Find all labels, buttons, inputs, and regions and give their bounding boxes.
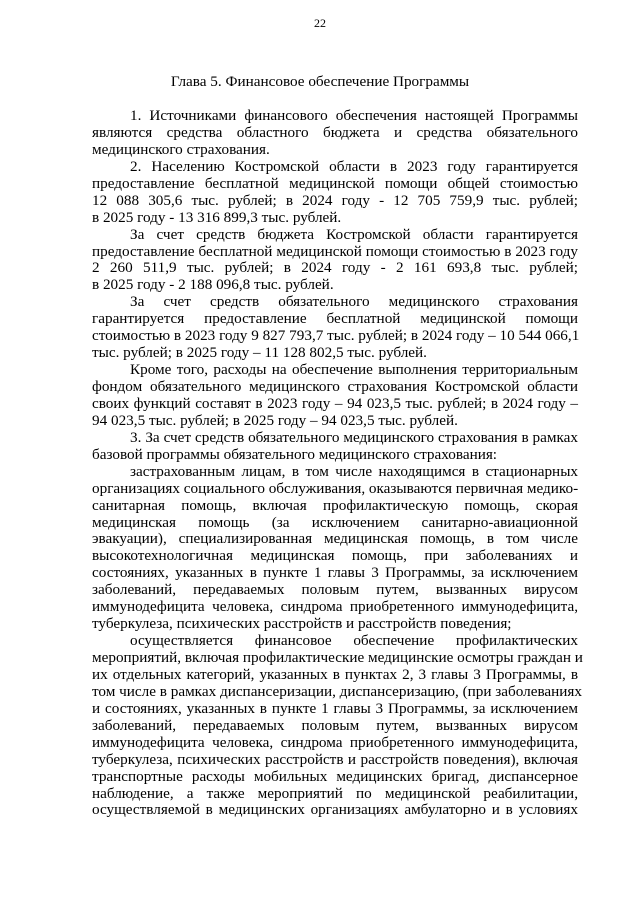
chapter-title: Глава 5. Финансовое обеспечение Программы bbox=[170, 73, 470, 90]
text-line: иммунодефицита человека, синдрома приобретенного иммунодефицита, bbox=[92, 598, 578, 616]
text-line: медицинская помощь (за исключением санитарно-авиационной bbox=[92, 513, 578, 531]
paragraph bbox=[92, 362, 578, 430]
text-line: организациях социального обслуживания, оказываются первичная медико- bbox=[92, 479, 579, 497]
text-line: наблюдение, а также мероприятий по медицинской реабилитации, bbox=[92, 784, 578, 802]
text-line: За счет средств обязательного медицинского страхования bbox=[130, 293, 578, 311]
text-line: тыс. рублей; в 2025 году – 11 128 802,5 тыс. рублей. bbox=[92, 344, 427, 362]
page-number: 22 bbox=[314, 16, 326, 30]
text-line: туберкулеза, психических расстройств и расстройств поведения; bbox=[92, 615, 512, 633]
document-body bbox=[92, 107, 583, 819]
text-line: иммунодефицита человека, синдрома приобретенного иммунодефицита, bbox=[92, 733, 578, 751]
text-line: 94 023,5 тыс. рублей; в 2025 году – 94 023,5 тыс. рублей. bbox=[92, 411, 458, 429]
text-line: транспортные расходы мобильных медицинских бригад, диспансерное bbox=[92, 767, 578, 785]
text-line: базовой программы обязательного медицинского страхования: bbox=[92, 445, 498, 463]
text-line: 1. Источниками финансового обеспечения настоящей Программы bbox=[130, 107, 578, 124]
text-line: осуществляется финансовое обеспечение профилактических bbox=[130, 632, 578, 650]
text-line: Кроме того, расходы на обеспечение выполнения территориальным bbox=[130, 361, 578, 379]
text-line: том числе в рамках диспансеризации, диспансеризацию, (при заболеваниях bbox=[92, 682, 583, 700]
text-line: фондом обязательного медицинского страхования Костромской области bbox=[92, 378, 578, 395]
text-line: мероприятий, включая профилактические медицинские осмотры граждан и bbox=[92, 649, 583, 666]
text-line: их отдельных категорий, указанных в пунктах 2, 3 главы 3 Программы, в bbox=[92, 665, 578, 683]
text-line: санитарная помощь, включая профилактическую помощь, скорая bbox=[92, 496, 578, 514]
text-line: застрахованным лицам, в том числе находящимся в стационарных bbox=[130, 462, 578, 480]
text-line: гарантируется предоставление бесплатной медицинской помощи bbox=[92, 310, 578, 328]
text-line: в 2025 году - 2 188 096,8 тыс. рублей. bbox=[92, 276, 334, 294]
text-line: 3. За счет средств обязательного медицинского страхования в рамках bbox=[130, 428, 578, 446]
paragraph bbox=[92, 108, 578, 159]
text-line: заболеваний, передаваемых половым путем, вызванных вирусом bbox=[92, 581, 578, 599]
paragraph bbox=[92, 227, 578, 295]
text-line: 2 260 511,9 тыс. рублей; в 2024 году - 2 161 693,8 тыс. рублей; bbox=[92, 259, 578, 277]
text-line: высокотехнологичная медицинская помощь, при заболеваниях и bbox=[92, 547, 578, 565]
text-line: и состояниях, указанных в пункте 1 главы 3 Программы, за исключением bbox=[92, 699, 578, 717]
text-line: предоставление бесплатной медицинской помощи стоимостью в 2023 году bbox=[92, 242, 578, 260]
paragraph bbox=[92, 464, 578, 633]
text-line: в 2025 году - 13 316 899,3 тыс. рублей. bbox=[92, 208, 342, 226]
paragraph bbox=[92, 632, 583, 819]
text-line: 2. Населению Костромской области в 2023 году гарантируется bbox=[130, 157, 578, 175]
text-line: заболеваний, передаваемых половым путем, вызванных вирусом bbox=[92, 716, 578, 734]
text-line: своих функций составят в 2023 году – 94 023,5 тыс. рублей; в 2024 году – bbox=[92, 394, 578, 412]
text-line: стоимостью в 2023 году 9 827 793,7 тыс. рублей; в 2024 году – 10 544 066,1 bbox=[92, 327, 580, 345]
text-line: медицинского страхования. bbox=[92, 140, 270, 158]
text-line: 12 088 305,6 тыс. рублей; в 2024 году - 12 705 759,9 тыс. рублей; bbox=[92, 191, 578, 209]
text-line: туберкулеза, психических расстройств и расстройств поведения), включая bbox=[92, 750, 578, 768]
text-line: За счет средств бюджета Костромской области гарантируется bbox=[130, 225, 578, 243]
paragraph bbox=[92, 159, 578, 227]
text-line: осуществляемой в медицинских организациях амбулаторно и в условиях bbox=[92, 801, 578, 819]
text-line: являются средства областного бюджета и средства обязательного bbox=[92, 123, 578, 141]
text-line: предоставление бесплатной медицинской помощи общей стоимостью bbox=[92, 174, 578, 192]
text-line: состояниях, указанных в пункте 1 главы 3 Программы, за исключением bbox=[92, 564, 578, 582]
paragraph bbox=[92, 294, 578, 362]
paragraph bbox=[92, 430, 578, 464]
text-line: эвакуации), специализированная медицинская помощь, в том числе bbox=[92, 530, 578, 548]
